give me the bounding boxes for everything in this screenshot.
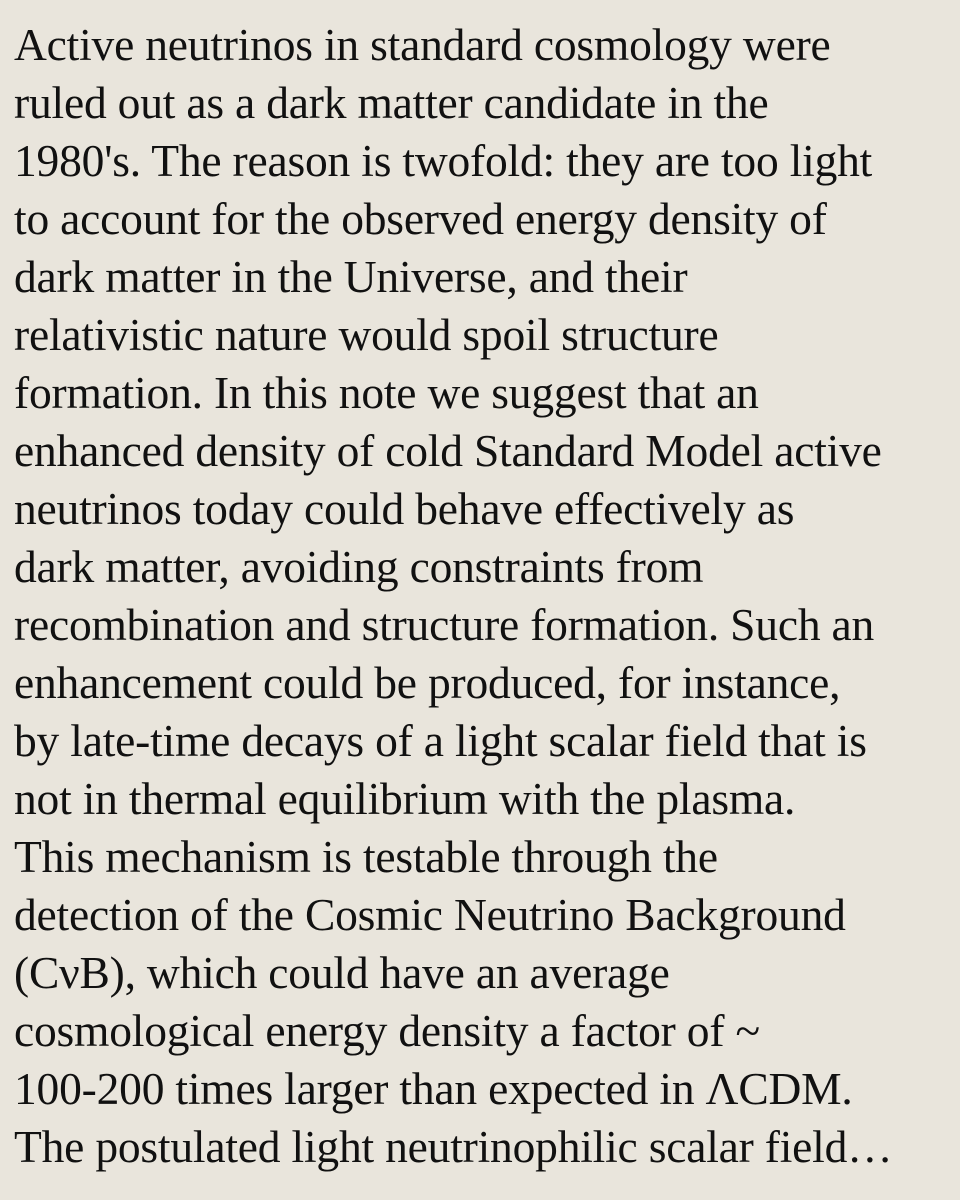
text-line: enhancement could be produced, for instance,: [14, 657, 841, 708]
text-line: (CνB), which could have an average: [14, 947, 670, 998]
text-line: recombination and structure formation. Such an: [14, 599, 875, 650]
text-line: dark matter in the Universe, and their: [14, 251, 688, 302]
text-line: ruled out as a dark matter candidate in the: [14, 77, 769, 128]
text-line: to account for the observed energy density of: [14, 193, 827, 244]
text-line: 1980's. The reason is twofold: they are too light: [14, 135, 873, 186]
text-line: neutrinos today could behave effectively as: [14, 483, 795, 534]
text-line: The postulated light neutrinophilic scalar field…: [14, 1121, 893, 1172]
text-line: enhanced density of cold Standard Model active: [14, 425, 882, 476]
text-line: formation. In this note we suggest that an: [14, 367, 759, 418]
text-line: 100-200 times larger than expected in ΛCDM.: [14, 1063, 853, 1114]
text-line: detection of the Cosmic Neutrino Background: [14, 889, 846, 940]
text-line: relativistic nature would spoil structure: [14, 309, 719, 360]
text-line: by late-time decays of a light scalar field that is: [14, 715, 867, 766]
abstract-text: [14, 16, 960, 1176]
text-line: Active neutrinos in standard cosmology were: [14, 19, 831, 70]
text-line: dark matter, avoiding constraints from: [14, 541, 704, 592]
text-line: not in thermal equilibrium with the plasma.: [14, 773, 796, 824]
text-line: This mechanism is testable through the: [14, 831, 718, 882]
text-line: cosmological energy density a factor of ~: [14, 1005, 760, 1056]
